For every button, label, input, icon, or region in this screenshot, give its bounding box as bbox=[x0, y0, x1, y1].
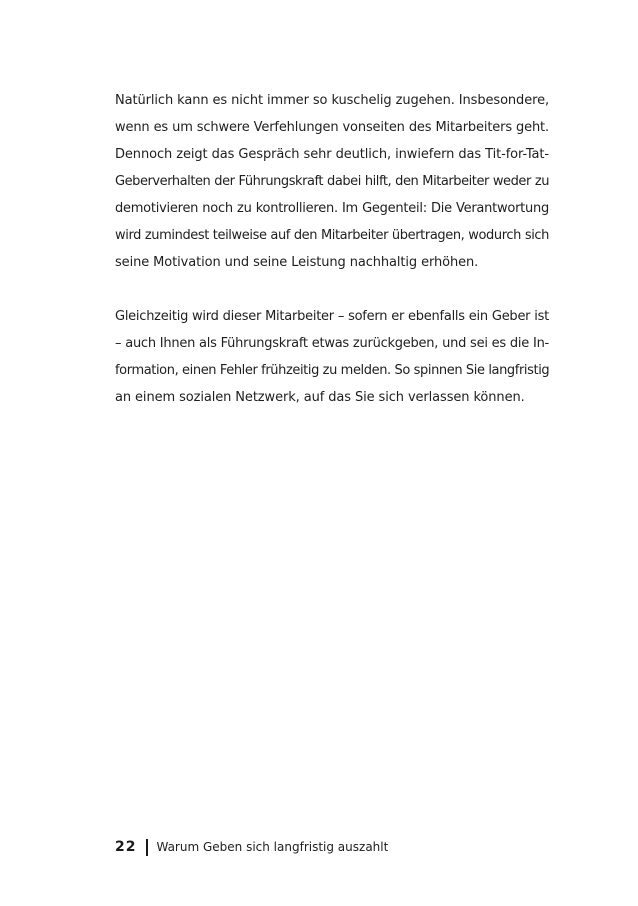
text-line: an einem sozialen Netzwerk, auf das Sie sich verlassen können. bbox=[115, 390, 525, 405]
running-title: Warum Geben sich langfristig auszahlt bbox=[156, 840, 389, 854]
paragraph-1 bbox=[115, 87, 549, 276]
page-number: 22 bbox=[115, 839, 137, 855]
text-line: seine Motivation und seine Leistung nachhaltig erhöhen. bbox=[115, 255, 479, 270]
body-text bbox=[115, 87, 549, 411]
text-line: – auch Ihnen als Führungskraft etwas zurückgeben, und sei es die In- bbox=[115, 336, 549, 351]
text-line: demotivieren noch zu kontrollieren. Im Gegenteil: Die Verantwortung bbox=[115, 201, 549, 216]
page-footer bbox=[115, 837, 388, 857]
text-line: wird zumindest teilweise auf den Mitarbeiter übertragen, wodurch sich bbox=[115, 228, 549, 243]
text-line: Natürlich kann es nicht immer so kuschelig zugehen. Insbesondere, bbox=[115, 93, 549, 108]
text-line: Geberverhalten der Führungskraft dabei hilft, den Mitarbeiter weder zu bbox=[115, 174, 549, 189]
text-line: Gleichzeitig wird dieser Mitarbeiter – sofern er ebenfalls ein Geber ist bbox=[115, 309, 549, 324]
text-line: Dennoch zeigt das Gespräch sehr deutlich, inwiefern das Tit-for-Tat- bbox=[115, 147, 549, 162]
text-line: formation, einen Fehler frühzeitig zu melden. So spinnen Sie langfristig bbox=[115, 363, 550, 378]
paragraph-2 bbox=[115, 303, 549, 411]
text-line: wenn es um schwere Verfehlungen vonseiten des Mitarbeiters geht. bbox=[115, 120, 549, 135]
footer-divider bbox=[146, 839, 148, 856]
